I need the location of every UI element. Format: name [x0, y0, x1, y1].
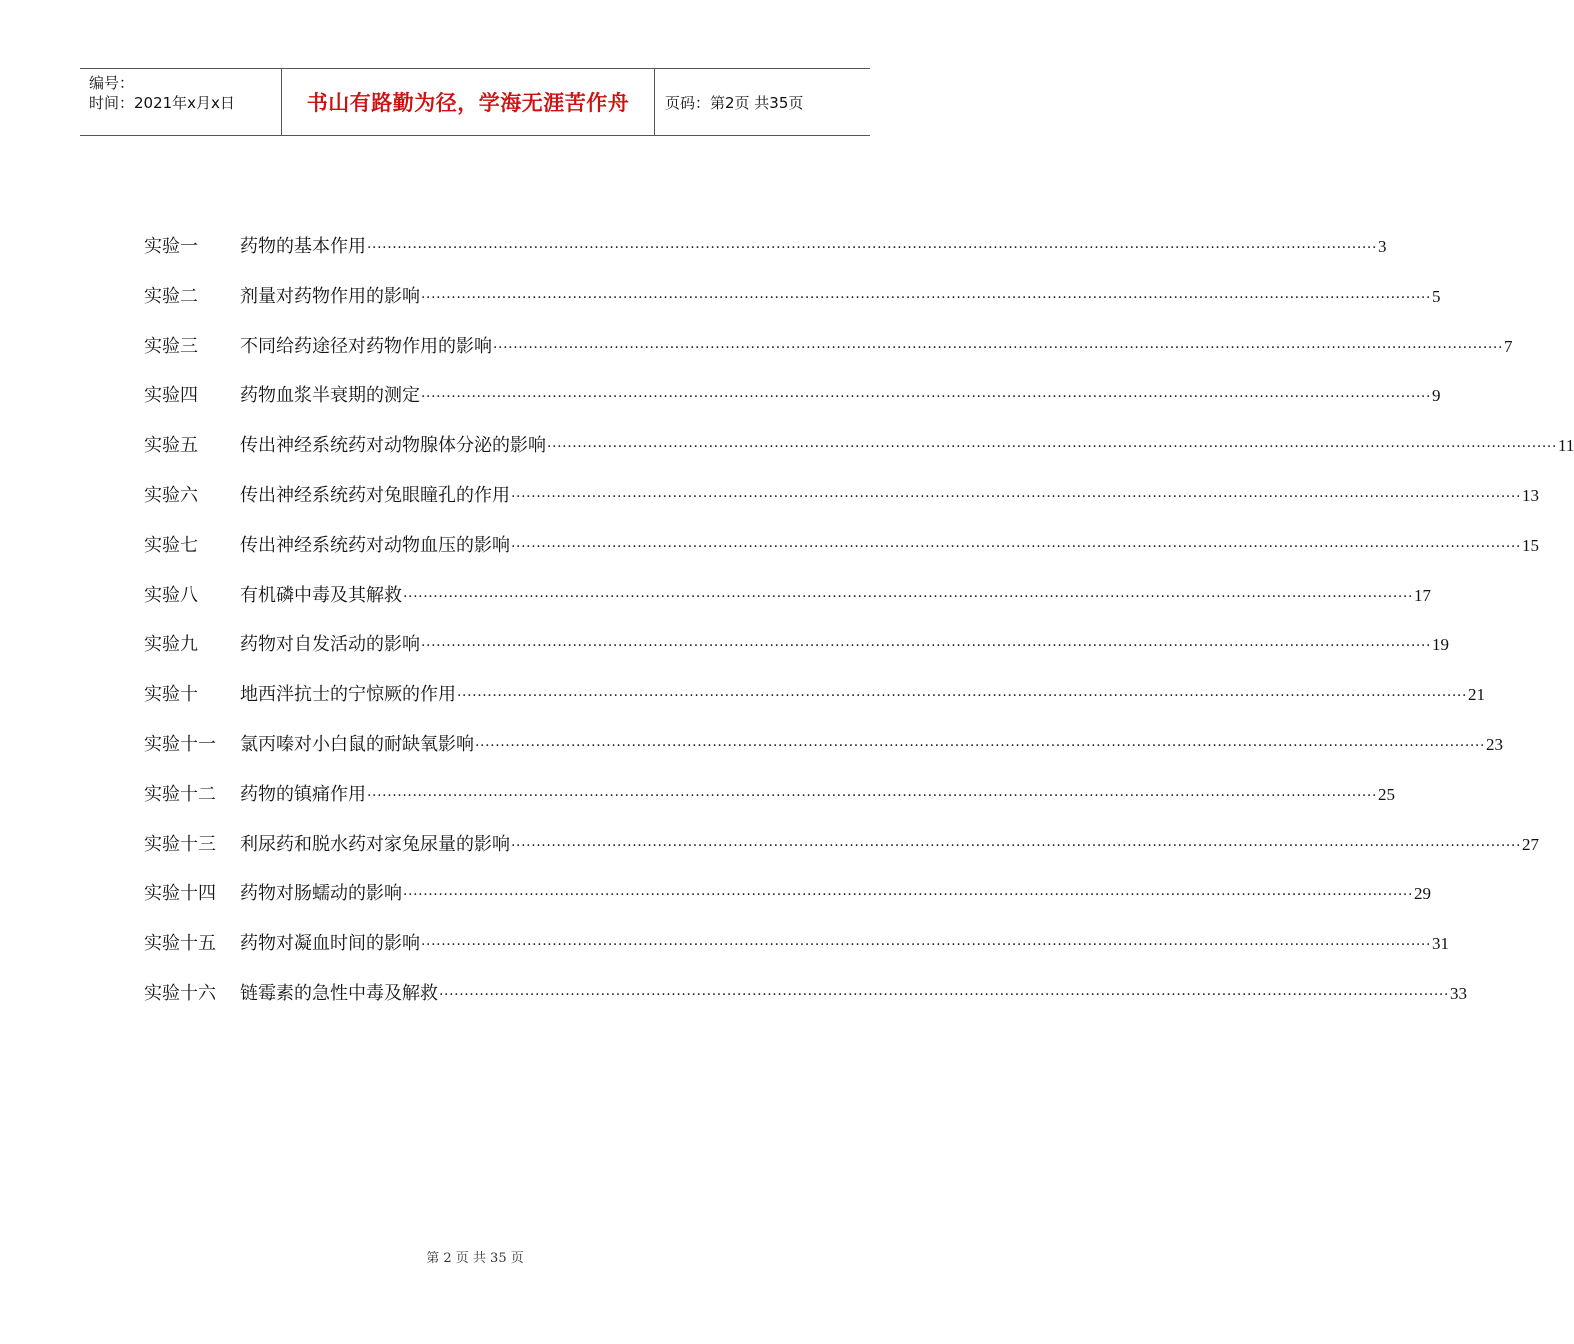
toc-entry-number: 实验一 [144, 236, 198, 257]
toc-entry-number: 实验七 [144, 534, 198, 556]
toc-entry-number: 实验十五 [144, 933, 216, 955]
toc-entry-title: 药物的镇痛作用 [240, 783, 366, 805]
toc-dot-leader: ········································································································································································································ [547, 439, 1558, 456]
toc-entry-title: 传出神经系统药对动物腺体分泌的影响 [240, 435, 546, 457]
toc-entry-page: 31 [1432, 934, 1450, 954]
toc-entry-page: 19 [1432, 635, 1450, 655]
toc-entry-number: 实验十二 [144, 783, 216, 805]
toc-entry-number: 实验十 [144, 684, 198, 706]
toc-dot-leader: ········································································································································································································ [511, 837, 1522, 854]
toc-dot-leader: ········································································································································································································ [421, 638, 1432, 655]
document-id-label: 编号： [89, 74, 135, 92]
toc-entry-page: 13 [1522, 485, 1540, 505]
toc-entry[interactable] [144, 431, 1574, 481]
toc-entry[interactable] [144, 481, 1540, 531]
toc-entry-page: 21 [1468, 685, 1486, 705]
page-footer: 第 2 页 共 35 页 [426, 1251, 524, 1266]
toc-entry-number: 实验四 [144, 385, 198, 407]
toc-entry[interactable] [144, 830, 1540, 880]
toc-dot-leader: ········································································································································································································ [493, 339, 1504, 356]
toc-entry-title: 利尿药和脱水药对家兔尿量的影响 [240, 833, 510, 855]
toc-entry-title: 剂量对药物作用的影响 [240, 285, 420, 307]
toc-entry-page: 5 [1432, 286, 1441, 306]
toc-dot-leader: ········································································································································································································ [421, 937, 1432, 954]
toc-dot-leader: ········································································································································································································ [475, 737, 1486, 754]
toc-entry-page: 27 [1522, 834, 1540, 854]
toc-entry[interactable] [144, 630, 1450, 680]
toc-dot-leader: ········································································································································································································ [403, 588, 1414, 605]
toc-entry-number: 实验十三 [144, 833, 216, 855]
toc-entry[interactable] [144, 381, 1441, 431]
toc-entry-number: 实验二 [144, 285, 198, 307]
toc-entry-title: 链霉素的急性中毒及解救 [240, 982, 438, 1004]
page-header [80, 68, 870, 136]
toc-entry-page: 11 [1558, 436, 1574, 456]
toc-dot-leader: ········································································································································································································ [403, 887, 1414, 904]
toc-entry[interactable] [144, 730, 1504, 780]
toc-entry[interactable] [144, 929, 1450, 979]
header-meta [80, 69, 282, 135]
toc-entry[interactable] [144, 232, 1387, 282]
toc-entry-page: 3 [1378, 237, 1387, 256]
toc-dot-leader: ········································································································································································································ [511, 488, 1522, 505]
toc-entry[interactable] [144, 282, 1441, 332]
toc-entry[interactable] [144, 979, 1468, 1029]
toc-entry-title: 有机磷中毒及其解救 [240, 584, 402, 606]
toc-entry-number: 实验十四 [144, 883, 216, 905]
toc-entry[interactable] [144, 879, 1432, 929]
toc-entry-page: 29 [1414, 884, 1432, 904]
toc-entry-title: 传出神经系统药对动物血压的影响 [240, 534, 510, 556]
toc-dot-leader: ········································································································································································································ [367, 787, 1378, 804]
toc-entry-title: 药物对自发活动的影响 [240, 634, 420, 656]
toc-entry-title: 药物对凝血时间的影响 [240, 933, 420, 955]
toc-entry[interactable] [144, 780, 1396, 830]
toc-dot-leader: ········································································································································································································ [421, 289, 1432, 306]
table-of-contents [144, 232, 1574, 1029]
toc-dot-leader: ········································································································································································································ [367, 240, 1378, 256]
toc-entry-title: 药物血浆半衰期的测定 [240, 385, 420, 407]
toc-dot-leader: ········································································································································································································ [439, 986, 1450, 1003]
toc-entry-page: 33 [1450, 983, 1468, 1003]
toc-entry-number: 实验八 [144, 584, 198, 606]
toc-dot-leader: ········································································································································································································ [457, 688, 1468, 705]
toc-entry[interactable] [144, 680, 1486, 730]
toc-entry[interactable] [144, 332, 1513, 382]
toc-entry-number: 实验十一 [144, 733, 216, 755]
toc-entry[interactable] [144, 531, 1540, 581]
header-page-info: 页码：第2页 共35页 [665, 93, 804, 112]
toc-entry-number: 实验三 [144, 335, 198, 357]
toc-dot-leader: ········································································································································································································ [421, 389, 1432, 406]
toc-entry-page: 7 [1504, 336, 1513, 356]
toc-entry-page: 9 [1432, 386, 1441, 406]
toc-entry-number: 实验六 [144, 484, 198, 506]
toc-entry-page: 25 [1378, 784, 1396, 804]
toc-entry-page: 15 [1522, 535, 1540, 555]
toc-entry-title: 地西泮抗士的宁惊厥的作用 [240, 684, 456, 706]
toc-entry-title: 药物的基本作用 [240, 236, 366, 257]
toc-entry-page: 17 [1414, 585, 1432, 605]
toc-dot-leader: ········································································································································································································ [511, 538, 1522, 555]
toc-entry-title: 传出神经系统药对兔眼瞳孔的作用 [240, 484, 510, 506]
document-time-label: 时间：2021年x月x日 [89, 94, 235, 112]
toc-entry-title: 氯丙嗪对小白鼠的耐缺氧影响 [240, 733, 474, 755]
toc-entry-page: 23 [1486, 734, 1504, 754]
toc-entry-number: 实验五 [144, 435, 198, 457]
header-slogan: 书山有路勤为径，学海无涯苦作舟 [282, 69, 655, 135]
toc-entry[interactable] [144, 581, 1432, 631]
toc-entry-number: 实验十六 [144, 982, 216, 1004]
toc-entry-title: 不同给药途径对药物作用的影响 [240, 335, 492, 357]
toc-entry-number: 实验九 [144, 634, 198, 656]
toc-entry-title: 药物对肠蠕动的影响 [240, 883, 402, 905]
